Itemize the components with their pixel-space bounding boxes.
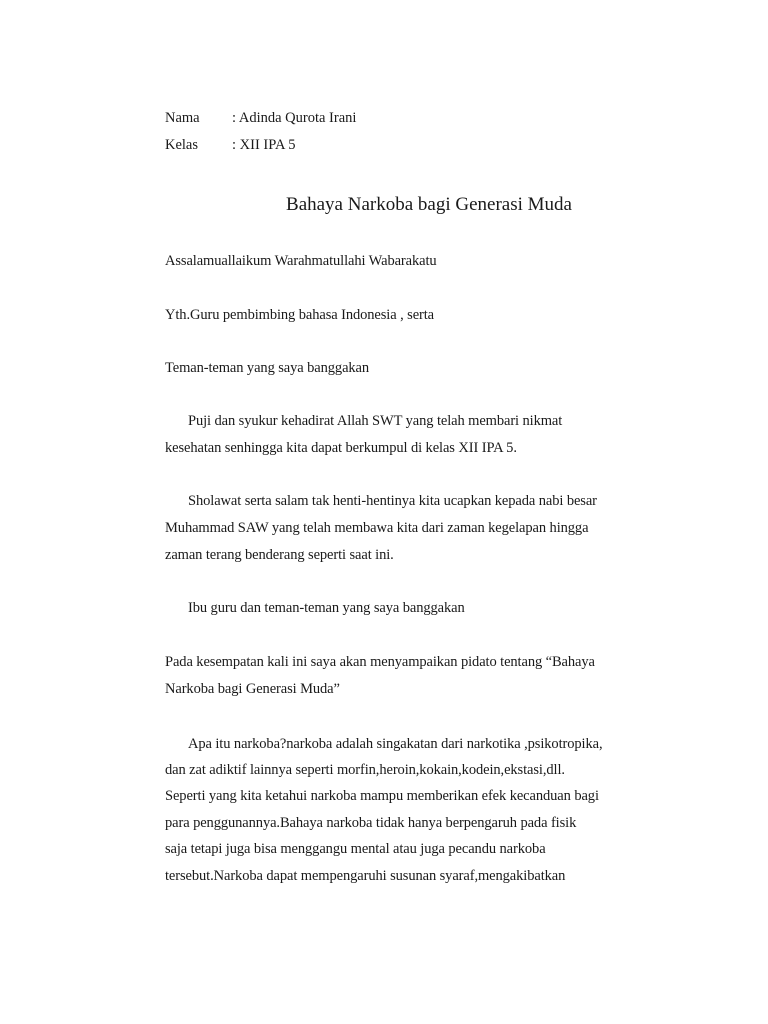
para3-line: Narkoba bagi Generasi Muda”: [165, 681, 340, 697]
name-value: : Adinda Qurota Irani: [232, 110, 357, 126]
para4-line: saja tetapi juga bisa menggangu mental atau juga pecandu narkoba: [165, 841, 546, 857]
para4-line: tersebut.Narkoba dapat mempengaruhi susunan syaraf,mengakibatkan: [165, 868, 566, 884]
para1-line: kesehatan senhingga kita dapat berkumpul di kelas XII IPA 5.: [165, 440, 517, 456]
greeting: Assalamuallaikum Warahmatullahi Wabarakatu: [165, 253, 437, 269]
para4-line: dan zat adiktif lainnya seperti morfin,heroin,kokain,kodein,ekstasi,dll.: [165, 762, 565, 778]
address-friends: Teman-teman yang saya banggakan: [165, 360, 370, 376]
name-label: Nama: [165, 110, 200, 126]
para4-line: Seperti yang kita ketahui narkoba mampu memberikan efek kecanduan bagi: [165, 788, 599, 804]
para4-line: Apa itu narkoba?narkoba adalah singakatan dari narkotika ,psikotropika,: [188, 736, 603, 752]
para2-line: zaman terang benderang seperti saat ini.: [165, 547, 394, 563]
class-value: : XII IPA 5: [232, 137, 296, 153]
para1-line: Puji dan syukur kehadirat Allah SWT yang telah membari nikmat: [188, 413, 563, 429]
document-title: Bahaya Narkoba bagi Generasi Muda: [286, 194, 572, 215]
para2-line: Sholawat serta salam tak henti-hentinya kita ucapkan kepada nabi besar: [188, 493, 597, 509]
class-label: Kelas: [165, 137, 199, 153]
address-teacher: Yth.Guru pembimbing bahasa Indonesia , serta: [165, 307, 435, 323]
para4-line: para penggunannya.Bahaya narkoba tidak hanya berpengaruh pada fisik: [165, 815, 577, 831]
address-teacher-friends: Ibu guru dan teman-teman yang saya banggakan: [188, 600, 465, 616]
para2-line: Muhammad SAW yang telah membawa kita dari zaman kegelapan hingga: [165, 520, 589, 536]
para3-line: Pada kesempatan kali ini saya akan menyampaikan pidato tentang “Bahaya: [165, 654, 595, 670]
